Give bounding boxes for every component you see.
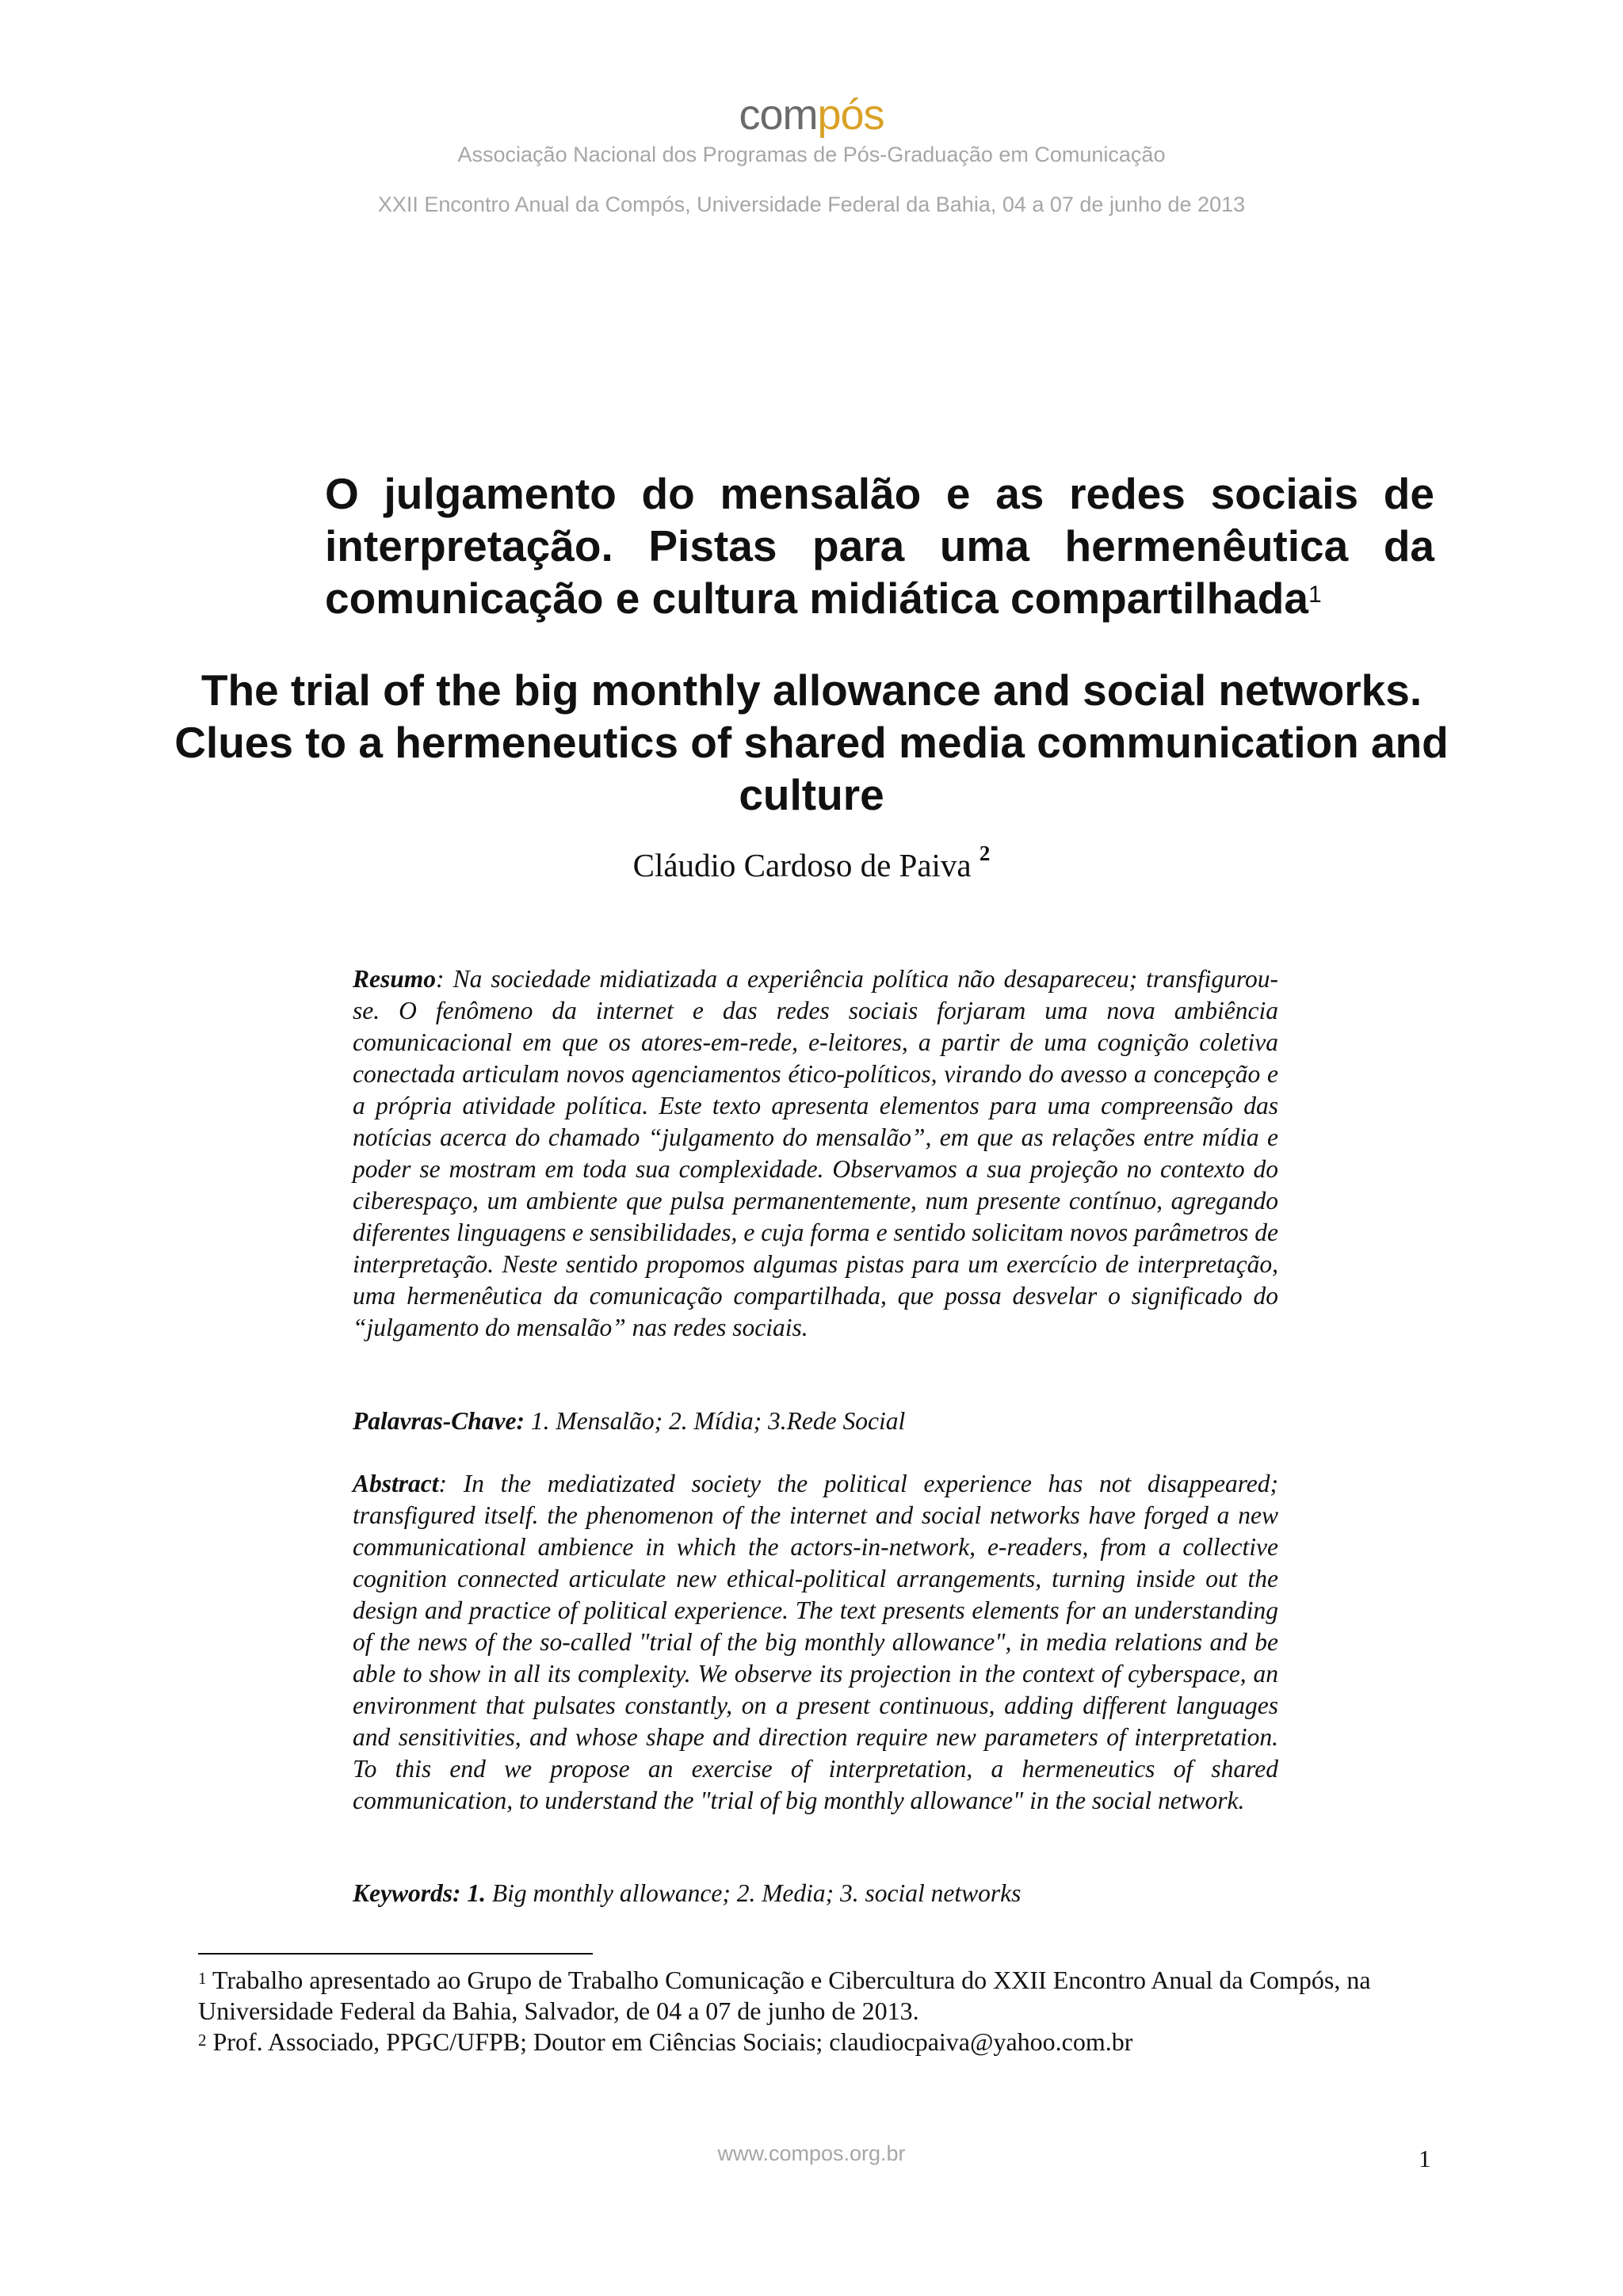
footer-website: www.compos.org.br xyxy=(717,2142,906,2165)
author-name: Cláudio Cardoso de Paiva xyxy=(632,847,972,883)
footnote-2-text: Prof. Associado, PPGC/UFPB; Doutor em Ciências Sociais; claudiocpaiva@yahoo.com.br xyxy=(206,2027,1133,2056)
resumo-paragraph xyxy=(353,963,1278,1344)
compos-logo xyxy=(0,91,1623,139)
abstract-paragraph xyxy=(353,1468,1278,1817)
palavras-chave-label: Palavras-Chave: xyxy=(353,1407,525,1435)
event-info: XXII Encontro Anual da Compós, Universidade Federal da Bahia, 04 a 07 de junho de 2013 xyxy=(377,193,1246,216)
keywords-label: Keywords: 1. xyxy=(353,1879,486,1907)
footnote-2 xyxy=(198,2027,1442,2058)
footnote-divider xyxy=(198,1953,593,1955)
author xyxy=(0,841,1623,884)
abstract-text: : In the mediatizated society the political experience has not disappeared; transfigured itself. the phenomenon of the internet and social networks have forged a new communicational ambience in which the actors-in-network, e-readers, from a collective cognition connected articulate new ethical-political arrangements, turning inside out the design and practice of political experience. The text presents elements for an understanding of the news of the so-called "trial of the big monthly allowance", in media relations and be able to show in all its complexity. We observe its projection in the context of cyberspace, an environment that pulsates constantly, on a present continuous, adding different languages and sensitivities, and whose shape and direction require new parameters of interpretation. To this end we propose an exercise of interpretation, a hermeneutics of shared communication, to understand the "trial of big monthly allowance" in the social network. xyxy=(353,1470,1278,1814)
page-number: 1 xyxy=(1419,2145,1431,2172)
organization-name: Associação Nacional dos Programas de Pós-Graduação em Comunicação xyxy=(457,143,1166,166)
palavras-chave-paragraph xyxy=(353,1405,1278,1437)
author-footnote-mark: 2 xyxy=(979,841,991,865)
footnote-1-mark: 1 xyxy=(198,1969,207,1988)
abstract-label: Abstract xyxy=(353,1470,439,1497)
title-portuguese-text: O julgamento do mensalão e as redes sociais de interpretação. Pistas para uma hermenêutica da comunicação e cultura midiática compartilhada xyxy=(325,469,1434,623)
palavras-chave-text: 1. Mensalão; 2. Mídia; 3.Rede Social xyxy=(524,1407,906,1435)
title-portuguese xyxy=(325,467,1434,624)
logo-text-part1: com xyxy=(739,91,818,139)
footnote-1-text: Trabalho apresentado ao Grupo de Trabalho Comunicação e Cibercultura do XXII Encontro Anual da Compós, na Universidade Federal da Bahia, Salvador, de 04 a 07 de junho de 2013. xyxy=(198,1966,1371,2025)
keywords-paragraph xyxy=(353,1878,1278,1909)
resumo-text: : Na sociedade midiatizada a experiência política não desapareceu; transfigurou-se. O fenômeno da internet e das redes sociais forjaram uma nova ambiência comunicacional em que os atores-em-rede, e-leitores, a partir de uma cognição coletiva conectada articulam novos agenciamentos ético-políticos, virando do avesso a concepção e a própria atividade política. Este texto apresenta elementos para uma compreensão das notícias acerca do chamado “julgamento do mensalão”, em que as relações entre mídia e poder se mostram em toda sua complexidade. Observamos a sua projeção no contexto do ciberespaço, um ambiente que pulsa permanentemente, num presente contínuo, agregando diferentes linguagens e sensibilidades, e cuja forma e sentido solicitam novos parâmetros de interpretação. Neste sentido propomos algumas pistas para um exercício de interpretação, uma hermenêutica da comunicação compartilhada, que possa desvelar o significado do “julgamento do mensalão” nas redes sociais. xyxy=(353,965,1278,1341)
footnote-1 xyxy=(198,1965,1442,2027)
title-footnote-mark: 1 xyxy=(1308,582,1322,608)
resumo-label: Resumo xyxy=(353,965,437,993)
footnote-2-mark: 2 xyxy=(198,2031,207,2050)
title-english: The trial of the big monthly allowance and social networks. Clues to a hermeneutics of shared media communication and culture xyxy=(174,666,1449,819)
footnotes xyxy=(198,1965,1442,2058)
keywords-text: Big monthly allowance; 2. Media; 3. social networks xyxy=(486,1879,1022,1907)
logo-text-part2: pós xyxy=(817,91,884,139)
